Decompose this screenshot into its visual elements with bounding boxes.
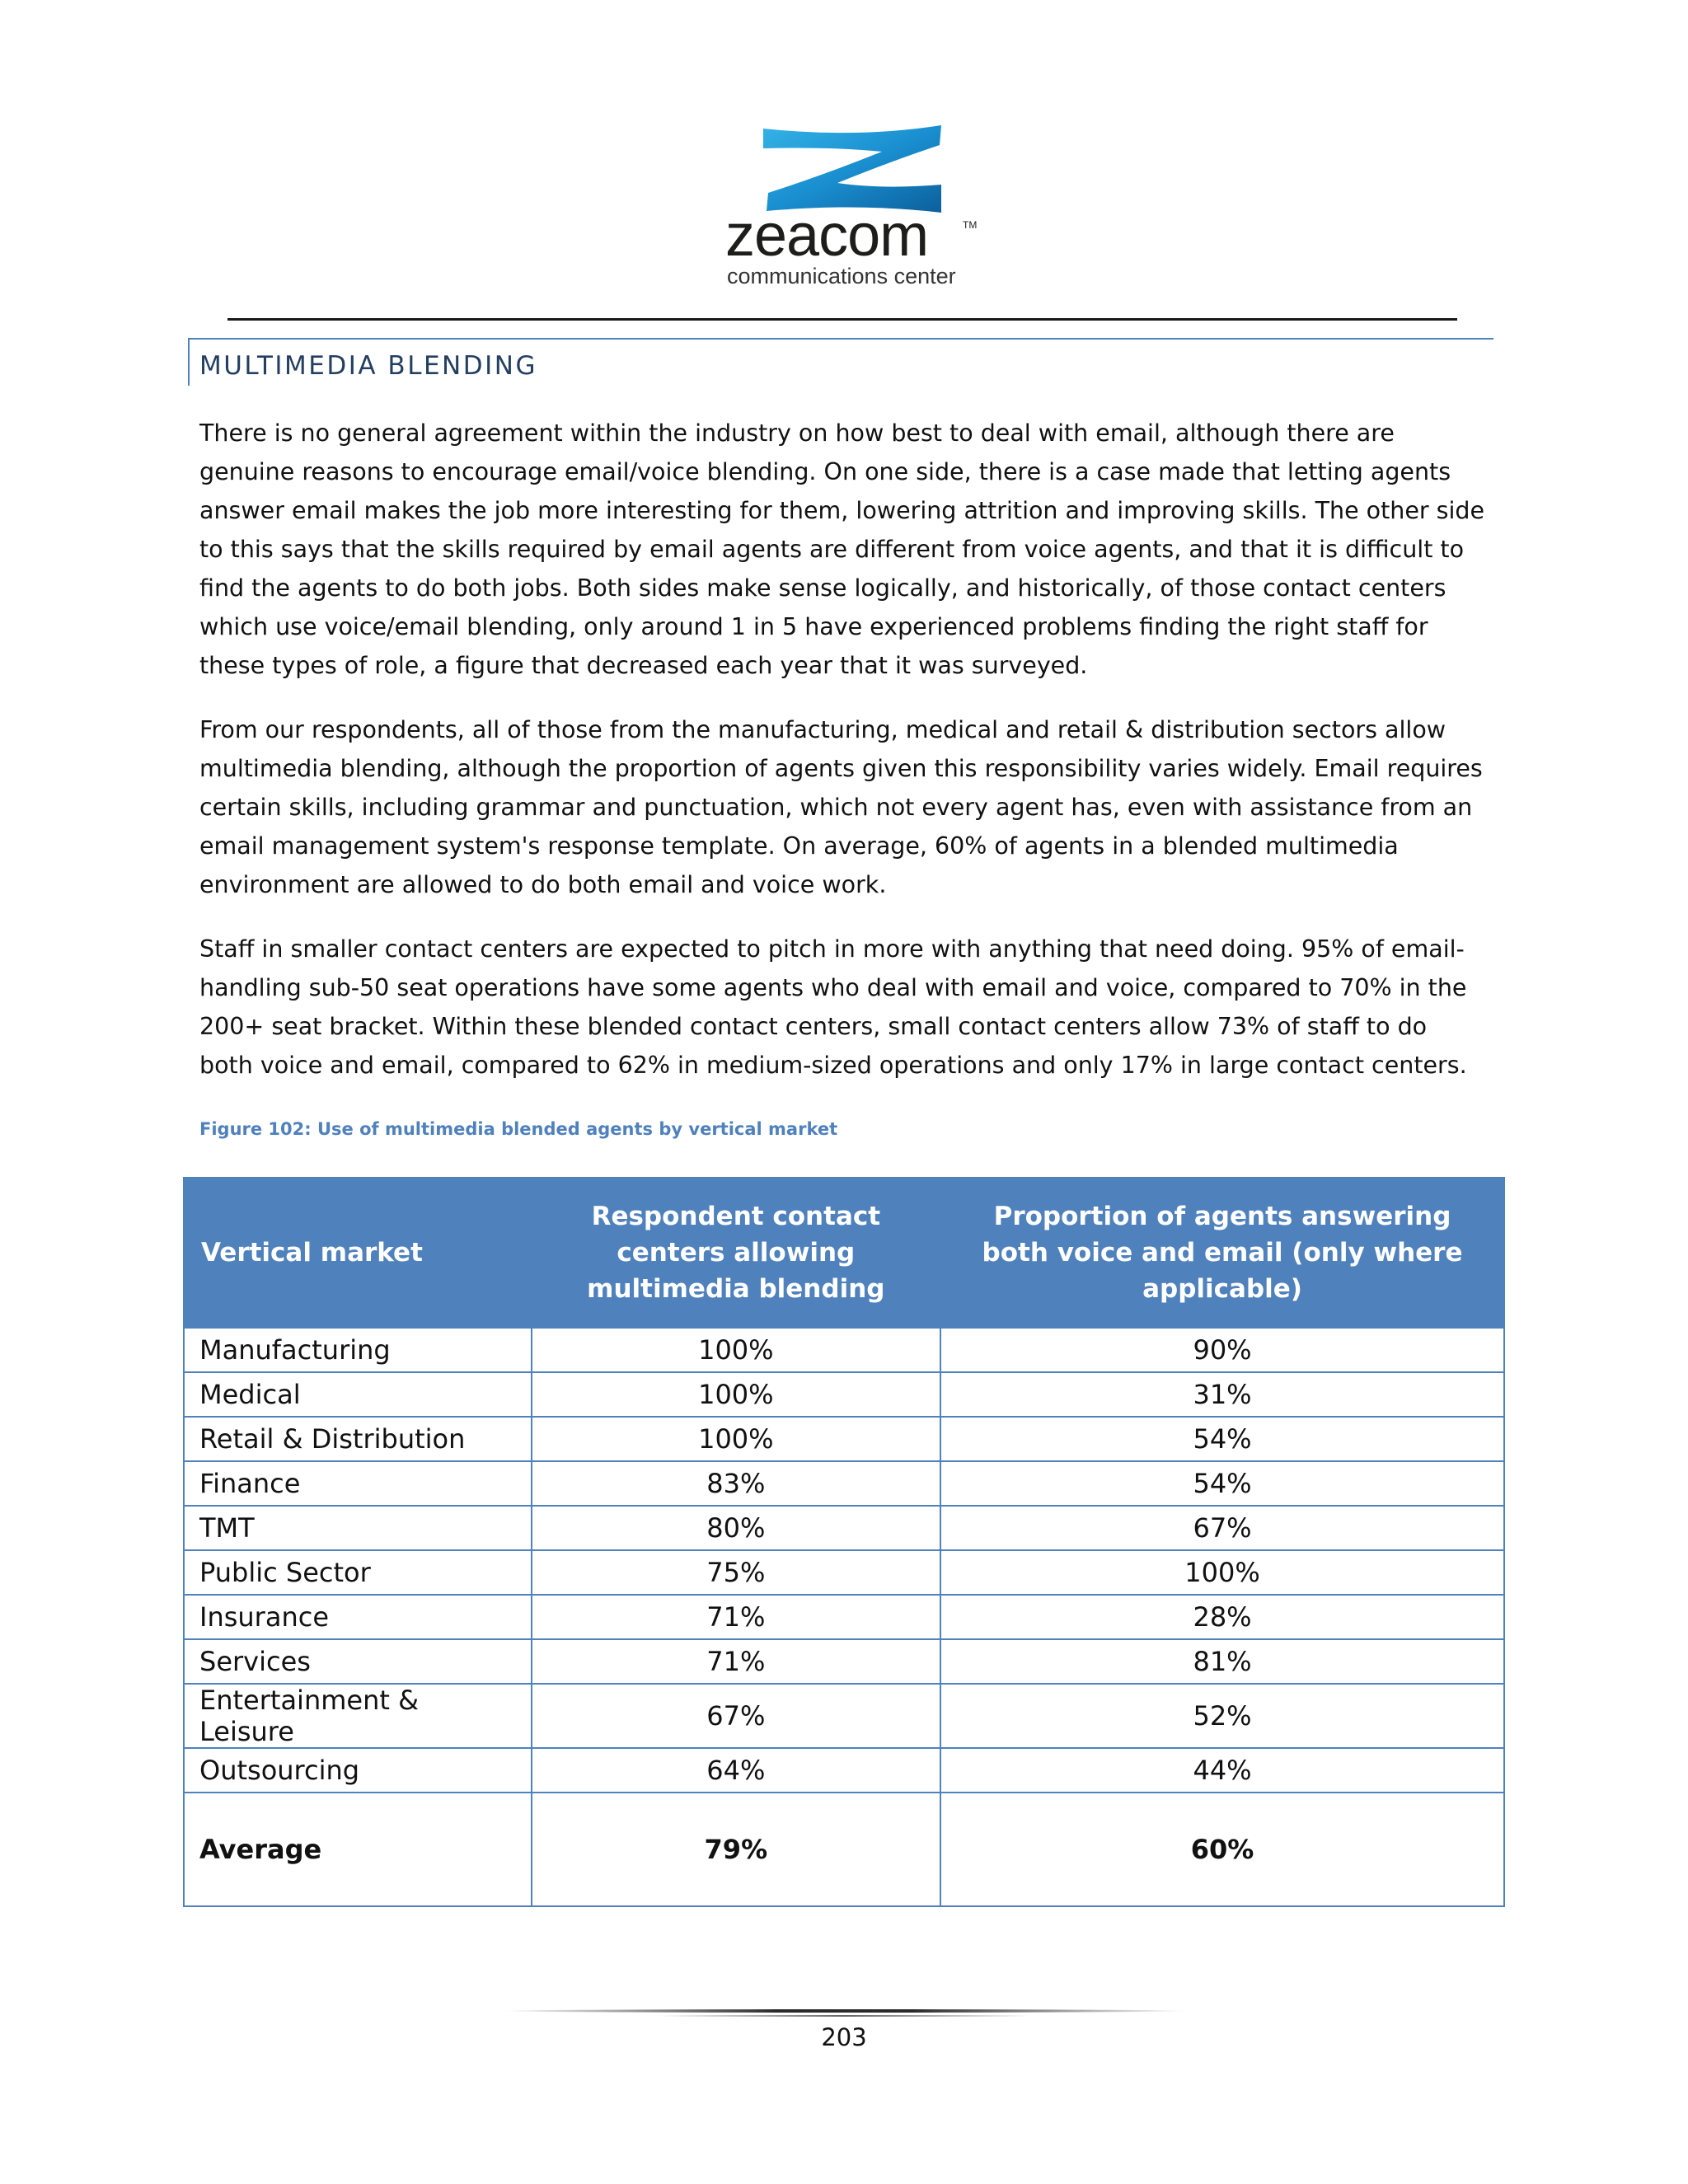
table-row — [184, 1506, 1504, 1550]
zeacom-logo — [709, 124, 989, 288]
section-title: MULTIMEDIA BLENDING — [199, 351, 537, 381]
blending-cell: 80% — [532, 1506, 940, 1550]
footer-divider-shadow — [659, 2015, 1030, 2017]
footer-divider — [503, 2009, 1187, 2013]
figure-caption: Figure 102: Use of multimedia blended agents by vertical market — [199, 1119, 838, 1139]
table-row — [184, 1748, 1504, 1793]
proportion-cell: 100% — [940, 1550, 1504, 1595]
proportion-cell: 81% — [940, 1639, 1504, 1684]
vertical-market-table — [183, 1177, 1505, 1907]
blending-cell: 71% — [532, 1639, 940, 1684]
blending-cell: 100% — [532, 1417, 940, 1461]
table-row — [184, 1417, 1504, 1461]
blending-cell: 75% — [532, 1550, 940, 1595]
average-label-cell: Average — [184, 1793, 532, 1906]
proportion-cell: 54% — [940, 1417, 1504, 1461]
table-row — [184, 1639, 1504, 1684]
page-number: 203 — [821, 2023, 867, 2051]
table-row — [184, 1550, 1504, 1595]
zeacom-z-mark-icon — [758, 124, 956, 214]
proportion-cell: 52% — [940, 1684, 1504, 1748]
table-average-row — [184, 1793, 1504, 1906]
body-paragraph-3: Staff in smaller contact centers are expected to pitch in more with anything that need doing. 95% of email-handling sub-50 seat operations have some agents who deal with email and voice, compared to 70% in the 200+ seat bracket. Within these blended contact centers, small contact centers allow 73% of staff to do both voice and email, compared to 62% in medium-sized operations and only 17% in large contact centers. — [199, 935, 1467, 1079]
market-cell: Entertainment & Leisure — [184, 1684, 532, 1748]
proportion-cell: 54% — [940, 1461, 1504, 1506]
table-header-row — [184, 1178, 1504, 1328]
blending-cell: 71% — [532, 1595, 940, 1639]
table-row — [184, 1461, 1504, 1506]
logo-subtitle: communications center — [727, 264, 956, 288]
average-proportion-cell: 60% — [940, 1793, 1504, 1906]
column-header-vertical-market: Vertical market — [184, 1178, 532, 1328]
blending-cell: 100% — [532, 1372, 940, 1417]
blending-cell: 67% — [532, 1684, 940, 1748]
market-cell: Outsourcing — [184, 1748, 532, 1793]
market-cell: Insurance — [184, 1595, 532, 1639]
proportion-cell: 31% — [940, 1372, 1504, 1417]
market-cell: Medical — [184, 1372, 532, 1417]
proportion-cell: 28% — [940, 1595, 1504, 1639]
blending-cell: 100% — [532, 1328, 940, 1372]
average-blending-cell: 79% — [532, 1793, 940, 1906]
table-row — [184, 1684, 1504, 1748]
blending-cell: 64% — [532, 1748, 940, 1793]
market-cell: TMT — [184, 1506, 532, 1550]
proportion-cell: 44% — [940, 1748, 1504, 1793]
proportion-cell: 67% — [940, 1506, 1504, 1550]
table-row — [184, 1372, 1504, 1417]
header-divider — [227, 318, 1457, 321]
column-header-agent-proportion: Proportion of agents answering both voice and email (only where applicable) — [940, 1178, 1504, 1328]
table-row — [184, 1595, 1504, 1639]
table-row — [184, 1328, 1504, 1372]
market-cell: Finance — [184, 1461, 532, 1506]
market-cell: Public Sector — [184, 1550, 532, 1595]
logo-wordmark: zeacom — [725, 203, 929, 269]
body-paragraph-1: There is no general agreement within the industry on how best to deal with email, although there are genuine reasons to encourage email/voice blending. On one side, there is a case made that letting agents answer email makes the job more interesting for them, lowering attrition and improving skills. The other side to this says that the skills required by email agents are different from voice agents, and that it is difficult to find the agents to do both jobs. Both sides make sense logically, and historically, of those contact centers which use voice/email blending, only around 1 in 5 have experienced problems finding the right staff for these types of role, a figure that decreased each year that it was surveyed. — [199, 419, 1485, 679]
body-paragraph-2: From our respondents, all of those from the manufacturing, medical and retail & distribution sectors allow multimedia blending, although the proportion of agents given this responsibility varies widely. Email requires certain skills, including grammar and punctuation, which not every agent has, even with assistance from an email management system's response template. On average, 60% of agents in a blended multimedia environment are allowed to do both email and voice work. — [199, 716, 1483, 898]
proportion-cell: 90% — [940, 1328, 1504, 1372]
market-cell: Services — [184, 1639, 532, 1684]
market-cell: Retail & Distribution — [184, 1417, 532, 1461]
logo-trademark: TM — [963, 219, 978, 231]
column-header-blending-allowed: Respondent contact centers allowing multimedia blending — [532, 1178, 940, 1328]
section-heading-box — [188, 338, 1493, 386]
blending-cell: 83% — [532, 1461, 940, 1506]
market-cell: Manufacturing — [184, 1328, 532, 1372]
